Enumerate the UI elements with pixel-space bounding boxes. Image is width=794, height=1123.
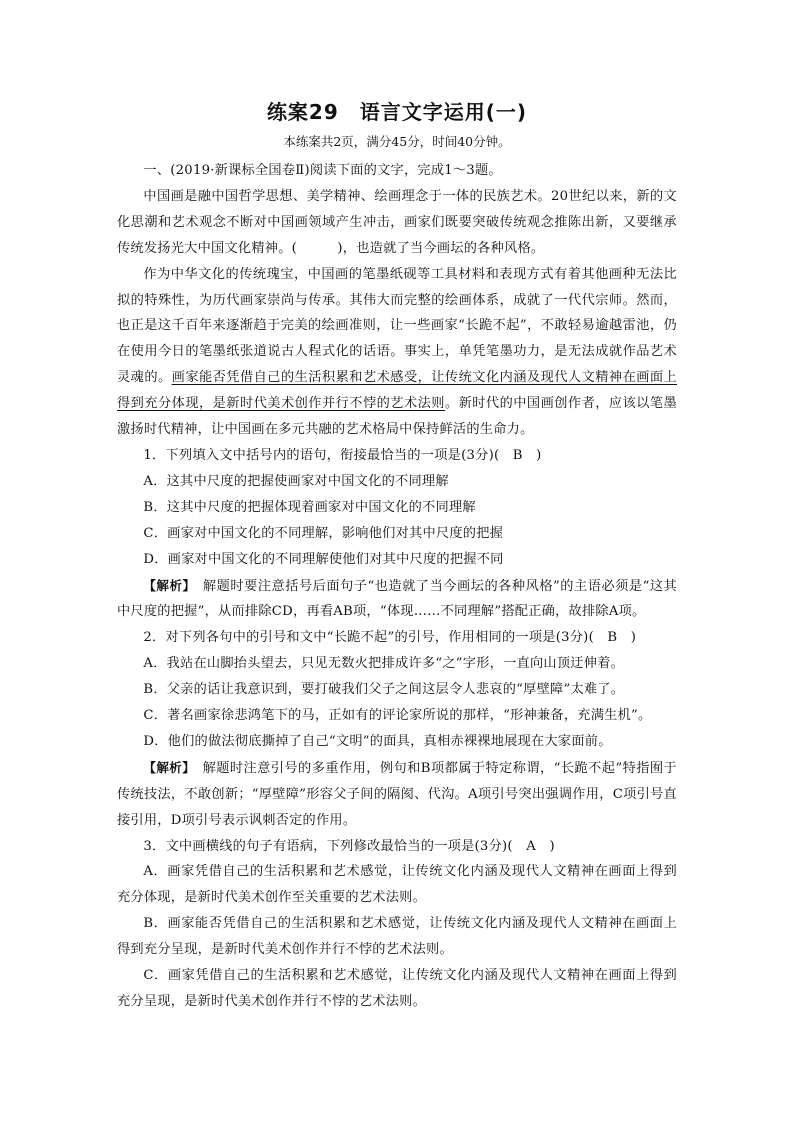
analysis-paragraph (117, 573, 677, 626)
document-body (117, 158, 677, 1015)
page-title: 练案29 语言文字运用(一) (266, 100, 528, 124)
question-option: C．著名画家徐悲鸿笔下的马，正如有的评论家所说的那样，“形神兼备，充满生机”。 (143, 708, 652, 724)
question-option: A．这其中尺度的把握使画家对中国文化的不同理解 (143, 473, 449, 489)
passage-paragraph-1: 中国画是融中国哲学思想、美学精神、绘画理念于一体的民族艺术。20世纪以来，新的文化思潮和艺术观念不断对中国画领域产生冲击，画家们既要突破传统观念推陈出新，又要继承传统发扬光大中国文化精神。( )，也造就了当今画坛的各种风格。 (117, 188, 677, 256)
question-option: C．画家凭借自己的生活积累和艺术感觉，让传统文化内涵及现代人文精神在画面上得到充分呈现，是新时代美术创作并行不悖的艺术法则。 (117, 968, 677, 1009)
question-option: D．他们的做法彻底撕掉了自己“文明”的面具，真相赤裸裸地展现在大家面前。 (143, 733, 612, 749)
section-header: 一、(2019·新课标全国卷Ⅱ)阅读下面的文字，完成1～3题。 (143, 163, 502, 178)
question-option: A．我站在山脚抬头望去，只见无数火把排成许多“之”字形，一直向山顶迂伸着。 (143, 656, 625, 672)
passage-paragraph-2 (117, 262, 677, 443)
question-option: A．画家凭借自己的生活积累和艺术感觉，让传统文化内涵及现代人文精神在画面上得到充分体现，是新时代美术创作至关重要的艺术法则。 (117, 864, 677, 906)
question-option: B．父亲的话让我意识到，要打破我们父子之间这层令人悲哀的“厚壁障”太难了。 (143, 682, 625, 698)
analysis-text: 解题时要注意括号后面句子“也造就了当今画坛的各种风格”的主语必须是“这其中尺度的把握”，从而排除CD，再看AB项，“体现……不同理解”搭配正确，故排除A项。 (117, 578, 677, 620)
question-option: D．画家对中国文化的不同理解使他们对其中尺度的把握不同 (143, 551, 504, 567)
question-stem: 2．对下列各句中的引号和文中“长跪不起”的引号，作用相同的一项是(3分)( B ) (143, 630, 637, 646)
question-stem: 1．下列填入文中括号内的语句，衔接最恰当的一项是(3分)( B ) (143, 447, 542, 463)
analysis-text: 解题时注意引号的多重作用，例句和B项都属于特定称谓，“长跪不起”特指囿于传统技法，不敢创新；“厚壁障”形容父子间的隔阂、代沟。A项引号突出强调作用，C项引号直接引用，D项引号表示讽刺否定的作用。 (117, 760, 677, 828)
underlined-sentence: 画家能否凭借自己的生活积累和艺术感受，让传统文化内涵及现代人文精神在画面上得到充分体现，是新时代美术创作并行不悖的艺术法则 (117, 370, 677, 412)
exercise-info: 本练案共2页，满分45分，时间40分钟。 (283, 134, 511, 149)
analysis-paragraph (117, 755, 677, 834)
question-option: B．这其中尺度的把握体现着画家对中国文化的不同理解 (143, 499, 476, 515)
passage-text: 作为中华文化的传统瑰宝，中国画的笔墨纸砚等工具材料和表现方式有着其他画种无法比拟的特殊性，为历代画家崇尚与传承。其伟大而完整的绘画体系，成就了一代代宗师。然而，也正是这千百年来逐渐趋于完美的绘画准则，让一些画家“长跪不起”，不敢轻易逾越雷池，仍在使用今日的笔墨纸张道说古人程式化的话语。事实上，单凭笔墨功力，是无法成就作品艺术灵魂的。 (117, 266, 677, 386)
passage-text: 。新时代的中国画创作者，应该以笔墨激扬时代精神，让中国画在多元共融的艺术格局中保持鲜活的生命力。 (117, 396, 677, 438)
question-stem: 3．文中画横线的句子有语病，下列修改最恰当的一项是(3分)( A ) (143, 838, 555, 854)
analysis-tag: 【解析】 (143, 759, 189, 775)
question-option: C．画家对中国文化的不同理解，影响他们对其中尺度的把握 (143, 525, 504, 541)
analysis-tag: 【解析】 (143, 577, 190, 593)
question-option: B．画家能否凭借自己的生活积累和艺术感觉，让传统文化内涵及现代人文精神在画面上得到充分呈现，是新时代美术创作并行不悖的艺术法则。 (117, 916, 677, 958)
